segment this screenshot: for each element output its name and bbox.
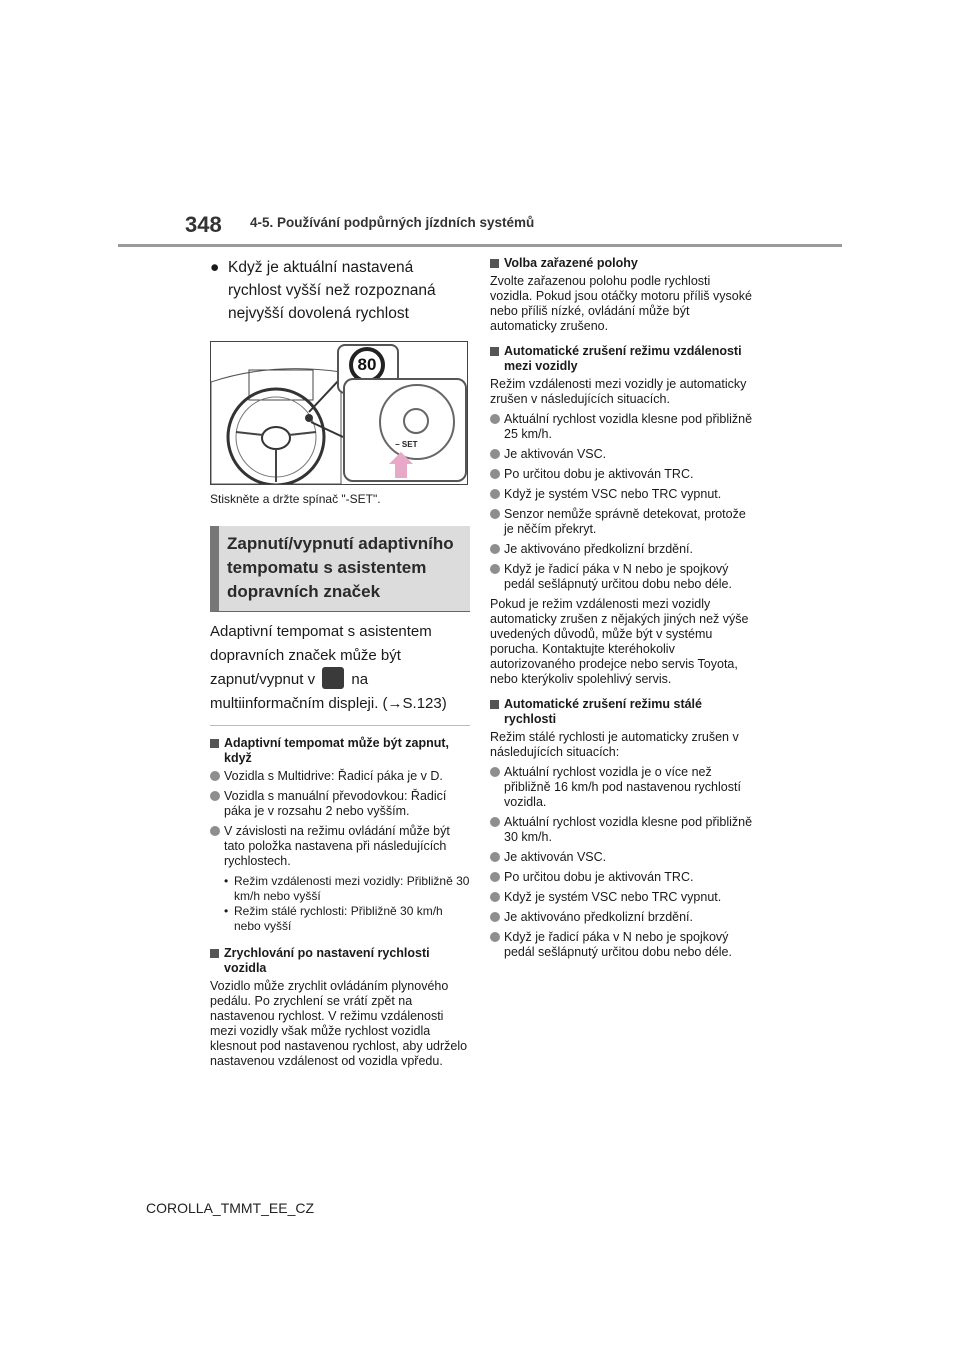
right-column [490,256,755,965]
list-item-text: Vozidla s manuální převodovkou: Řadicí páka je v rozsahu 2 nebo vyšším. [224,789,447,818]
intro-paragraph [210,620,470,715]
circle-bullet-icon [210,791,220,801]
square-bullet-icon [490,259,499,268]
sub-list-item-text: Režim stálé rychlosti: Přibližně 30 km/h nebo vyšší [234,904,443,933]
circle-bullet-icon [490,449,500,459]
circle-bullet-icon [490,564,500,574]
list-item [490,447,755,462]
press-arrow-stem [395,464,407,478]
divider [210,725,470,726]
sub-heading [490,697,755,727]
paragraph: Režim stálé rychlosti je automaticky zrušen v následujících situacích: [490,730,739,759]
list-item [490,870,755,885]
knob-center [403,408,429,434]
condition-bullet [210,256,470,325]
sub-heading [490,344,755,374]
left-column [210,256,470,1074]
bullet-dot-icon: ● [210,259,220,276]
settings-gear-icon [322,667,344,689]
list-item [490,930,755,960]
list-item [490,487,755,502]
circle-bullet-icon [490,767,500,777]
press-arrow-icon [389,452,413,464]
circle-bullet-icon [490,544,500,554]
page-number: 348 [185,212,222,237]
list-item [490,467,755,482]
sub-heading-text: Adaptivní tempomat může být zapnut, když [224,736,450,765]
list-item [490,850,755,865]
switch-callout [343,378,467,482]
circle-bullet-icon [490,872,500,882]
intro-text-after: na multiinformačním displeji. (→S.123) [210,671,447,712]
circle-bullet-icon [490,932,500,942]
sub-list-item [224,904,470,934]
list-item-text: Když je řadicí páka v N nebo je spojkový pedál sešlápnutý určitou dobu nebo déle. [504,562,732,591]
circle-bullet-icon [210,771,220,781]
list-item-text: Když je systém VSC nebo TRC vypnut. [504,487,722,501]
list-item [210,824,470,869]
circle-bullet-icon [210,826,220,836]
list-item [490,765,755,810]
sub-list-item-text: Režim vzdálenosti mezi vozidly: Přibližně 30 km/h nebo vyšší [234,874,470,903]
condition-text: Když je aktuální nastavená rychlost vyšší než rozpoznaná nejvyšší dovolená rychlost [228,259,436,322]
list-item-text: Aktuální rychlost vozidla klesne pod přibližně 25 km/h. [504,412,753,441]
list-item [210,789,470,819]
paragraph: Pokud je režim vzdálenosti mezi vozidly automaticky zrušen z nějakých jiných než výše uvedených důvodů, může být v systému porucha. Kontaktujte kteréhokoliv autorizovaného prodejce nebo servis Toyota, nebo kterýkoliv spolehlivý servis. [490,597,749,686]
circle-bullet-icon [490,414,500,424]
list-item-text: Vozidla s Multidrive: Řadicí páka je v D. [224,769,443,783]
section-heading-box: Zapnutí/vypnutí adaptivního tempomatu s asistentem dopravních značek [210,526,470,612]
document-code-footer: COROLLA_TMMT_EE_CZ [146,1200,315,1216]
sub-heading-text: Zrychlování po nastavení rychlosti vozidla [224,946,430,975]
list-item [490,507,755,537]
list-item-text: V závislosti na režimu ovládání může být tato položka nastavena při následujících rychlostech. [224,824,450,868]
sub-list-item [224,874,470,904]
small-dot-icon: • [224,874,229,888]
list-item-text: Aktuální rychlost vozidla je o více než přibližně 16 km/h pod nastavenou rychlostí vozidla. [504,765,741,809]
sub-list [210,874,470,934]
speed-limit-value: 80 [357,355,377,374]
list-item-text: Senzor nemůže správně detekovat, protože je něčím překryt. [504,507,746,536]
intro-text-before: Adaptivní tempomat s asistentem dopravních značek může být zapnut/vypnut v [210,623,432,688]
header-rule [118,244,842,247]
list-item-text: Je aktivováno předkolizní brzdění. [504,542,693,556]
list-item-text: Když je řadicí páka v N nebo je spojkový pedál sešlápnutý určitou dobu nebo déle. [504,930,732,959]
square-bullet-icon [490,700,499,709]
circle-bullet-icon [490,852,500,862]
sub-heading [210,736,470,766]
set-switch-label: − SET [395,440,418,449]
list-item-text: Když je systém VSC nebo TRC vypnut. [504,890,722,904]
list-item [490,815,755,845]
list-item-text: Aktuální rychlost vozidla klesne pod přibližně 30 km/h. [504,815,753,844]
list-item-text: Je aktivován VSC. [504,447,607,461]
circle-bullet-icon [490,892,500,902]
list-item [490,542,755,557]
circle-bullet-icon [490,509,500,519]
square-bullet-icon [210,739,219,748]
list-item-text: Po určitou dobu je aktivován TRC. [504,870,694,884]
circle-bullet-icon [490,912,500,922]
list-item [490,910,755,925]
list-item [490,412,755,442]
steering-wheel-illustration [210,341,468,485]
sub-heading [490,256,755,271]
sub-heading-text: Automatické zrušení režimu stálé rychlosti [504,697,702,726]
small-dot-icon: • [224,904,229,918]
list-item [210,769,470,784]
circle-bullet-icon [490,469,500,479]
paragraph: Režim vzdálenosti mezi vozidly je automaticky zrušen v následujících situacích. [490,377,747,406]
list-item-text: Je aktivováno předkolizní brzdění. [504,910,693,924]
sub-heading-text: Volba zařazené polohy [504,256,638,270]
figure-caption: Stiskněte a držte spínač "-SET". [210,492,381,506]
list-item [490,562,755,592]
circle-bullet-icon [490,817,500,827]
square-bullet-icon [490,347,499,356]
list-item-text: Je aktivován VSC. [504,850,607,864]
circle-bullet-icon [490,489,500,499]
list-item [490,890,755,905]
sub-heading-text: Automatické zrušení režimu vzdálenosti mezi vozidly [504,344,742,373]
paragraph: Zvolte zařazenou polohu podle rychlosti vozidla. Pokud jsou otáčky motoru příliš vysoké nebo příliš nízké, ovládání může být automaticky zrušeno. [490,274,752,333]
sub-heading [210,946,470,976]
paragraph: Vozidlo může zrychlit ovládáním plynového pedálu. Po zrychlení se vrátí zpět na nastavenou rychlost. V režimu vzdálenosti mezi vozidly však může rychlost vozidla klesnout pod nastavenou rychlost, aby udrželo nastavenou vzdálenost od vozidla vpředu. [210,979,468,1068]
section-title: 4-5. Používání podpůrných jízdních systémů [250,215,535,230]
square-bullet-icon [210,949,219,958]
list-item-text: Po určitou dobu je aktivován TRC. [504,467,694,481]
